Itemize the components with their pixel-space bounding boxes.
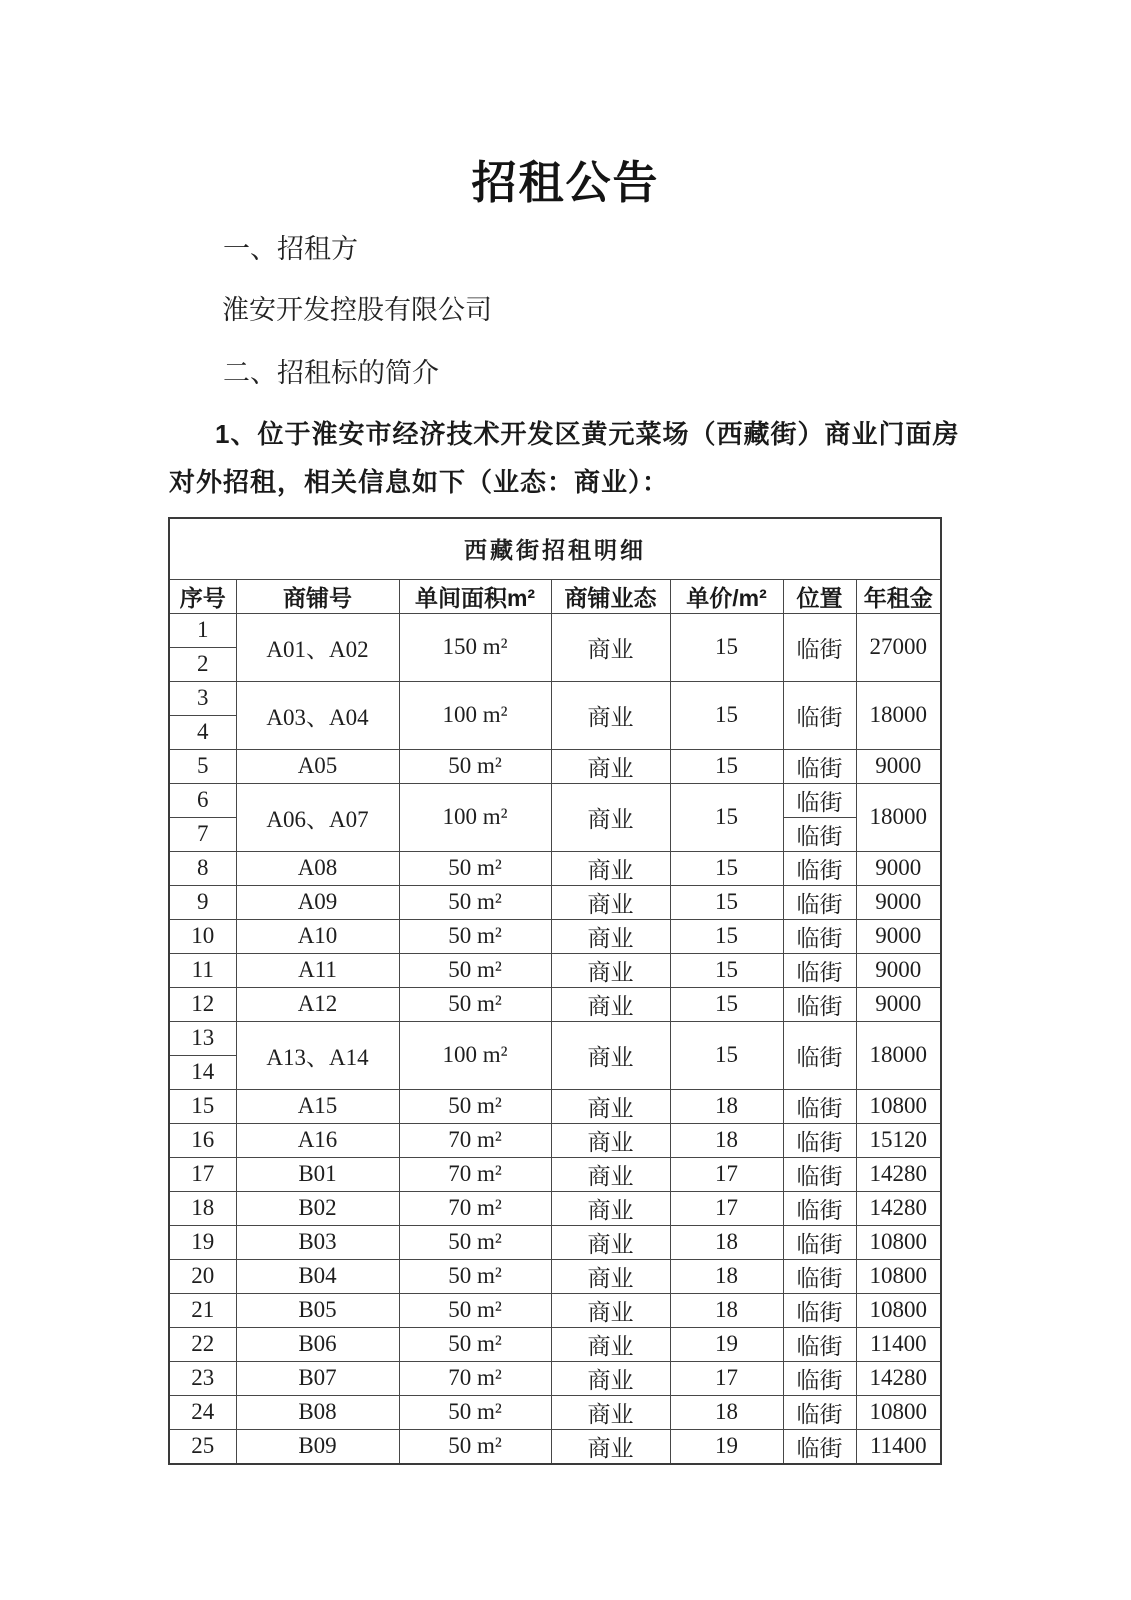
cell-unit-area: 50 m²	[399, 749, 551, 783]
table-row	[169, 1123, 941, 1157]
document-title: 招租公告	[471, 158, 660, 208]
cell-annual-rent: 9000	[856, 919, 941, 953]
cell-location: 临街	[783, 851, 856, 885]
cell-business-type: 商业	[551, 681, 670, 749]
cell-unit-price: 18	[670, 1225, 783, 1259]
cell-seq: 8	[169, 851, 236, 885]
cell-shop-number: A11	[236, 953, 399, 987]
table-row	[169, 851, 941, 885]
cell-location: 临街	[783, 1327, 856, 1361]
cell-seq: 19	[169, 1225, 236, 1259]
cell-business-type: 商业	[551, 919, 670, 953]
cell-annual-rent: 14280	[856, 1191, 941, 1225]
table-row	[169, 681, 941, 715]
cell-annual-rent: 15120	[856, 1123, 941, 1157]
cell-seq: 23	[169, 1361, 236, 1395]
cell-shop-number: B06	[236, 1327, 399, 1361]
cell-annual-rent: 18000	[856, 783, 941, 851]
cell-shop-number: A10	[236, 919, 399, 953]
cell-shop-number: B08	[236, 1395, 399, 1429]
cell-location: 临街	[783, 1429, 856, 1464]
header-seq: 序号	[169, 579, 236, 613]
cell-unit-price: 15	[670, 749, 783, 783]
header-shop-number: 商铺号	[236, 579, 399, 613]
cell-unit-price: 18	[670, 1395, 783, 1429]
cell-location: 临街	[783, 1225, 856, 1259]
cell-unit-price: 17	[670, 1361, 783, 1395]
cell-unit-area: 100 m²	[399, 1021, 551, 1089]
cell-unit-area: 50 m²	[399, 919, 551, 953]
cell-business-type: 商业	[551, 613, 670, 681]
cell-shop-number: A05	[236, 749, 399, 783]
header-annual-rent: 年租金	[856, 579, 941, 613]
cell-business-type: 商业	[551, 1021, 670, 1089]
cell-unit-price: 15	[670, 681, 783, 749]
cell-business-type: 商业	[551, 1327, 670, 1361]
cell-shop-number: B01	[236, 1157, 399, 1191]
cell-seq: 7	[169, 817, 236, 851]
cell-seq: 18	[169, 1191, 236, 1225]
cell-unit-price: 17	[670, 1191, 783, 1225]
cell-unit-price: 15	[670, 885, 783, 919]
cell-seq: 24	[169, 1395, 236, 1429]
cell-seq: 21	[169, 1293, 236, 1327]
cell-business-type: 商业	[551, 749, 670, 783]
cell-shop-number: B09	[236, 1429, 399, 1464]
cell-annual-rent: 11400	[856, 1327, 941, 1361]
section-2-heading: 二、招租标的简介	[223, 358, 439, 388]
cell-annual-rent: 10800	[856, 1395, 941, 1429]
cell-seq: 11	[169, 953, 236, 987]
cell-location: 临街	[783, 817, 856, 851]
header-location: 位置	[783, 579, 856, 613]
cell-business-type: 商业	[551, 1089, 670, 1123]
cell-unit-area: 70 m²	[399, 1361, 551, 1395]
cell-business-type: 商业	[551, 885, 670, 919]
cell-unit-price: 15	[670, 1021, 783, 1089]
cell-unit-area: 50 m²	[399, 1259, 551, 1293]
cell-seq: 14	[169, 1055, 236, 1089]
cell-unit-area: 50 m²	[399, 1327, 551, 1361]
table-row	[169, 1021, 941, 1055]
table-row	[169, 953, 941, 987]
cell-unit-price: 15	[670, 987, 783, 1021]
intro-paragraph-line-2: 对外招租，相关信息如下（业态：商业）：	[169, 467, 670, 497]
cell-seq: 1	[169, 613, 236, 647]
cell-shop-number: A16	[236, 1123, 399, 1157]
cell-location: 临街	[783, 953, 856, 987]
cell-unit-area: 70 m²	[399, 1191, 551, 1225]
cell-location: 临街	[783, 681, 856, 749]
cell-seq: 9	[169, 885, 236, 919]
table-row	[169, 1361, 941, 1395]
cell-annual-rent: 10800	[856, 1225, 941, 1259]
table-row	[169, 783, 941, 817]
cell-location: 临街	[783, 1123, 856, 1157]
table-title-row	[169, 518, 941, 579]
rental-detail-table	[168, 517, 942, 1465]
cell-location: 临街	[783, 1293, 856, 1327]
cell-unit-area: 50 m²	[399, 1395, 551, 1429]
cell-unit-area: 50 m²	[399, 851, 551, 885]
cell-location: 临街	[783, 987, 856, 1021]
cell-annual-rent: 10800	[856, 1293, 941, 1327]
cell-annual-rent: 14280	[856, 1157, 941, 1191]
cell-unit-area: 100 m²	[399, 783, 551, 851]
table-row	[169, 885, 941, 919]
cell-unit-area: 50 m²	[399, 1293, 551, 1327]
cell-location: 临街	[783, 613, 856, 681]
cell-location: 临街	[783, 783, 856, 817]
cell-location: 临街	[783, 1191, 856, 1225]
cell-annual-rent: 9000	[856, 885, 941, 919]
cell-shop-number: A12	[236, 987, 399, 1021]
cell-seq: 13	[169, 1021, 236, 1055]
table-header-row	[169, 579, 941, 613]
cell-seq: 3	[169, 681, 236, 715]
table-row	[169, 1395, 941, 1429]
cell-location: 临街	[783, 919, 856, 953]
cell-business-type: 商业	[551, 783, 670, 851]
cell-unit-area: 150 m²	[399, 613, 551, 681]
cell-unit-price: 19	[670, 1429, 783, 1464]
cell-unit-area: 50 m²	[399, 987, 551, 1021]
cell-annual-rent: 18000	[856, 1021, 941, 1089]
lessor-name: 淮安开发控股有限公司	[222, 295, 492, 325]
cell-seq: 22	[169, 1327, 236, 1361]
cell-shop-number: A03、A04	[236, 681, 399, 749]
table-row	[169, 1429, 941, 1464]
cell-shop-number: B04	[236, 1259, 399, 1293]
cell-annual-rent: 9000	[856, 953, 941, 987]
cell-business-type: 商业	[551, 1259, 670, 1293]
cell-business-type: 商业	[551, 1225, 670, 1259]
cell-annual-rent: 9000	[856, 749, 941, 783]
cell-location: 临街	[783, 1361, 856, 1395]
cell-annual-rent: 10800	[856, 1259, 941, 1293]
table-title: 西藏街招租明细	[169, 518, 941, 579]
cell-annual-rent: 11400	[856, 1429, 941, 1464]
table-row	[169, 987, 941, 1021]
table-row	[169, 1157, 941, 1191]
cell-seq: 20	[169, 1259, 236, 1293]
cell-shop-number: B03	[236, 1225, 399, 1259]
table-row	[169, 1259, 941, 1293]
table-row	[169, 1225, 941, 1259]
cell-unit-price: 15	[670, 613, 783, 681]
cell-shop-number: A01、A02	[236, 613, 399, 681]
cell-unit-price: 15	[670, 783, 783, 851]
cell-unit-price: 15	[670, 851, 783, 885]
cell-shop-number: A06、A07	[236, 783, 399, 851]
table-row	[169, 919, 941, 953]
cell-unit-area: 70 m²	[399, 1157, 551, 1191]
cell-annual-rent: 10800	[856, 1089, 941, 1123]
table-row	[169, 1327, 941, 1361]
table-row	[169, 1089, 941, 1123]
cell-location: 临街	[783, 1395, 856, 1429]
cell-location: 临街	[783, 1089, 856, 1123]
cell-annual-rent: 9000	[856, 987, 941, 1021]
intro-paragraph-line-1: 1、位于淮安市经济技术开发区黄元菜场（西藏街）商业门面房	[215, 419, 960, 449]
cell-unit-area: 50 m²	[399, 953, 551, 987]
cell-seq: 16	[169, 1123, 236, 1157]
cell-unit-price: 18	[670, 1089, 783, 1123]
cell-unit-price: 17	[670, 1157, 783, 1191]
cell-annual-rent: 18000	[856, 681, 941, 749]
cell-seq: 2	[169, 647, 236, 681]
table-row	[169, 613, 941, 647]
header-unit-price: 单价/m²	[670, 579, 783, 613]
cell-seq: 6	[169, 783, 236, 817]
cell-unit-area: 50 m²	[399, 1429, 551, 1464]
cell-shop-number: A08	[236, 851, 399, 885]
cell-business-type: 商业	[551, 1123, 670, 1157]
header-unit-area: 单间面积m²	[399, 579, 551, 613]
section-1-heading: 一、招租方	[223, 234, 358, 264]
cell-seq: 10	[169, 919, 236, 953]
cell-seq: 25	[169, 1429, 236, 1464]
cell-business-type: 商业	[551, 1429, 670, 1464]
cell-business-type: 商业	[551, 1361, 670, 1395]
cell-unit-price: 18	[670, 1293, 783, 1327]
cell-unit-price: 18	[670, 1259, 783, 1293]
header-business-type: 商铺业态	[551, 579, 670, 613]
cell-unit-area: 50 m²	[399, 1225, 551, 1259]
table-row	[169, 1293, 941, 1327]
cell-unit-price: 19	[670, 1327, 783, 1361]
cell-seq: 15	[169, 1089, 236, 1123]
cell-annual-rent: 27000	[856, 613, 941, 681]
cell-location: 临街	[783, 1021, 856, 1089]
cell-seq: 5	[169, 749, 236, 783]
cell-shop-number: A09	[236, 885, 399, 919]
cell-shop-number: B07	[236, 1361, 399, 1395]
cell-business-type: 商业	[551, 1293, 670, 1327]
cell-location: 临街	[783, 885, 856, 919]
cell-unit-price: 18	[670, 1123, 783, 1157]
table-row	[169, 1191, 941, 1225]
cell-location: 临街	[783, 1259, 856, 1293]
cell-unit-area: 70 m²	[399, 1123, 551, 1157]
cell-shop-number: B02	[236, 1191, 399, 1225]
cell-unit-price: 15	[670, 919, 783, 953]
cell-annual-rent: 9000	[856, 851, 941, 885]
cell-seq: 4	[169, 715, 236, 749]
cell-location: 临街	[783, 1157, 856, 1191]
cell-business-type: 商业	[551, 1395, 670, 1429]
cell-seq: 17	[169, 1157, 236, 1191]
cell-shop-number: B05	[236, 1293, 399, 1327]
cell-seq: 12	[169, 987, 236, 1021]
cell-unit-area: 100 m²	[399, 681, 551, 749]
cell-unit-area: 50 m²	[399, 885, 551, 919]
cell-business-type: 商业	[551, 851, 670, 885]
cell-shop-number: A13、A14	[236, 1021, 399, 1089]
cell-business-type: 商业	[551, 987, 670, 1021]
cell-annual-rent: 14280	[856, 1361, 941, 1395]
cell-unit-area: 50 m²	[399, 1089, 551, 1123]
cell-business-type: 商业	[551, 1191, 670, 1225]
cell-business-type: 商业	[551, 953, 670, 987]
cell-location: 临街	[783, 749, 856, 783]
cell-unit-price: 15	[670, 953, 783, 987]
cell-shop-number: A15	[236, 1089, 399, 1123]
cell-business-type: 商业	[551, 1157, 670, 1191]
table-row	[169, 749, 941, 783]
